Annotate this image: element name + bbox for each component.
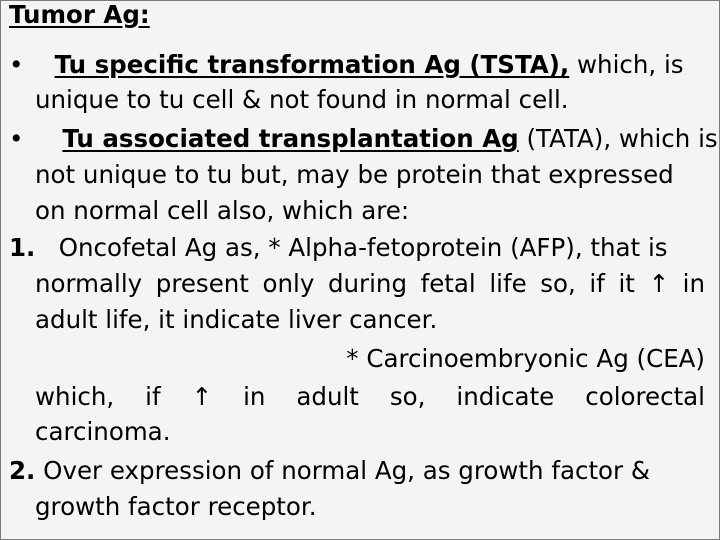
bullet-2-line-3: on normal cell also, which are: [35, 196, 410, 225]
bullet-2-line-2: not unique to tu but, may be protein that expressed [35, 160, 674, 189]
item-1-number: 1. [9, 233, 36, 262]
item-2-line-1 [9, 453, 705, 489]
bullet-1-rest: which, is [569, 50, 684, 79]
bullet-2-line-1 [9, 121, 718, 157]
item-1-line-6: carcinoma. [35, 417, 171, 446]
tata-term: Tu associated transplantation Ag [62, 124, 519, 153]
tsta-term: Tu specific transformation Ag (TSTA), [54, 50, 570, 79]
item-2-text: Over expression of normal Ag, as growth factor & [43, 456, 651, 485]
item-2-number: 2. [9, 456, 36, 485]
item-1-line-3: adult life, it indicate liver cancer. [35, 305, 438, 334]
item-2-line-2: growth factor receptor. [35, 492, 317, 521]
bullet-marker: • [9, 124, 24, 153]
item-1-line-1 [9, 230, 705, 266]
item-1-line-2: normally present only during fetal life so, if it ↑ in [35, 269, 705, 298]
heading [9, 0, 705, 33]
heading-text: Tumor Ag: [9, 0, 150, 29]
bullet-marker: • [9, 50, 24, 79]
bullet-1-line-2: unique to tu cell & not found in normal cell. [35, 85, 569, 114]
item-1-line-4: * Carcinoembryonic Ag (CEA) [346, 344, 705, 373]
bullet-2-rest: (TATA), which is [518, 124, 718, 153]
bullet-1-line-1 [9, 47, 705, 83]
item-1-line-5: which, if ↑ in adult so, indicate colorectal [35, 382, 705, 411]
item-1-text: Oncofetal Ag as, * Alpha-fetoprotein (AFP), that is [58, 233, 668, 262]
